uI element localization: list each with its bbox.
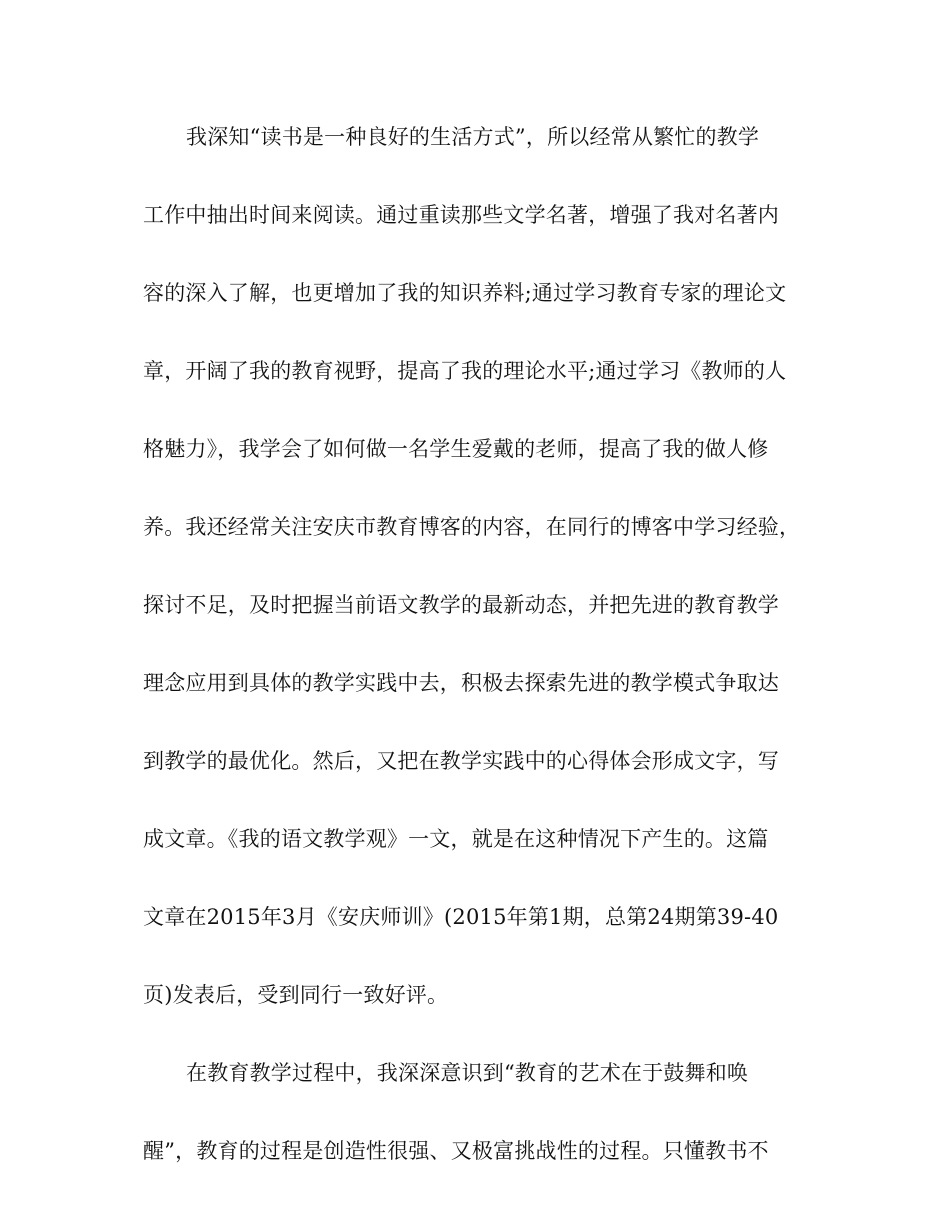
paragraph-1-line-11: 文章在2015年3月《安庆师训》(2015年第1期，总第24期第39-40	[143, 905, 779, 929]
paragraph-1-line-9: 到教学的最优化。然后，又把在教学实践中的心得体会形成文字，写	[143, 749, 779, 773]
paragraph-1-line-10: 成文章。《我的语文教学观》一文，就是在这种情况下产生的。这篇	[143, 827, 769, 851]
paragraph-1-line-12: 页)发表后，受到同行一致好评。	[143, 983, 449, 1007]
paragraph-1-line-4: 章，开阔了我的教育视野，提高了我的理论水平;通过学习《教师的人	[143, 359, 787, 383]
paragraph-1-line-5: 格魅力》，我学会了如何做一名学生爱戴的老师，提高了我的做人修	[143, 437, 769, 461]
paragraph-1-line-3: 容的深入了解，也更增加了我的知识养料;通过学习教育专家的理论文	[143, 281, 787, 305]
paragraph-1-line-6: 养。我还经常关注安庆市教育博客的内容，在同行的博客中学习经验，	[143, 515, 801, 539]
paragraph-1-line-2: 工作中抽出时间来阅读。通过重读那些文学名著，增强了我对名著内	[143, 203, 779, 227]
paragraph-2-line-2: 醒”，教育的过程是创造性很强、又极富挑战性的过程。只懂教书不	[143, 1139, 769, 1163]
paragraph-1-line-1: 我深知“读书是一种良好的生活方式”，所以经常从繁忙的教学	[186, 125, 760, 149]
paragraph-2-line-1: 在教育教学过程中，我深深意识到“教育的艺术在于鼓舞和唤	[186, 1061, 749, 1085]
paragraph-1-line-7: 探讨不足，及时把握当前语文教学的最新动态，并把先进的教育教学	[143, 593, 779, 617]
paragraph-1-line-8: 理念应用到具体的教学实践中去，积极去探索先进的教学模式争取达	[143, 671, 779, 695]
